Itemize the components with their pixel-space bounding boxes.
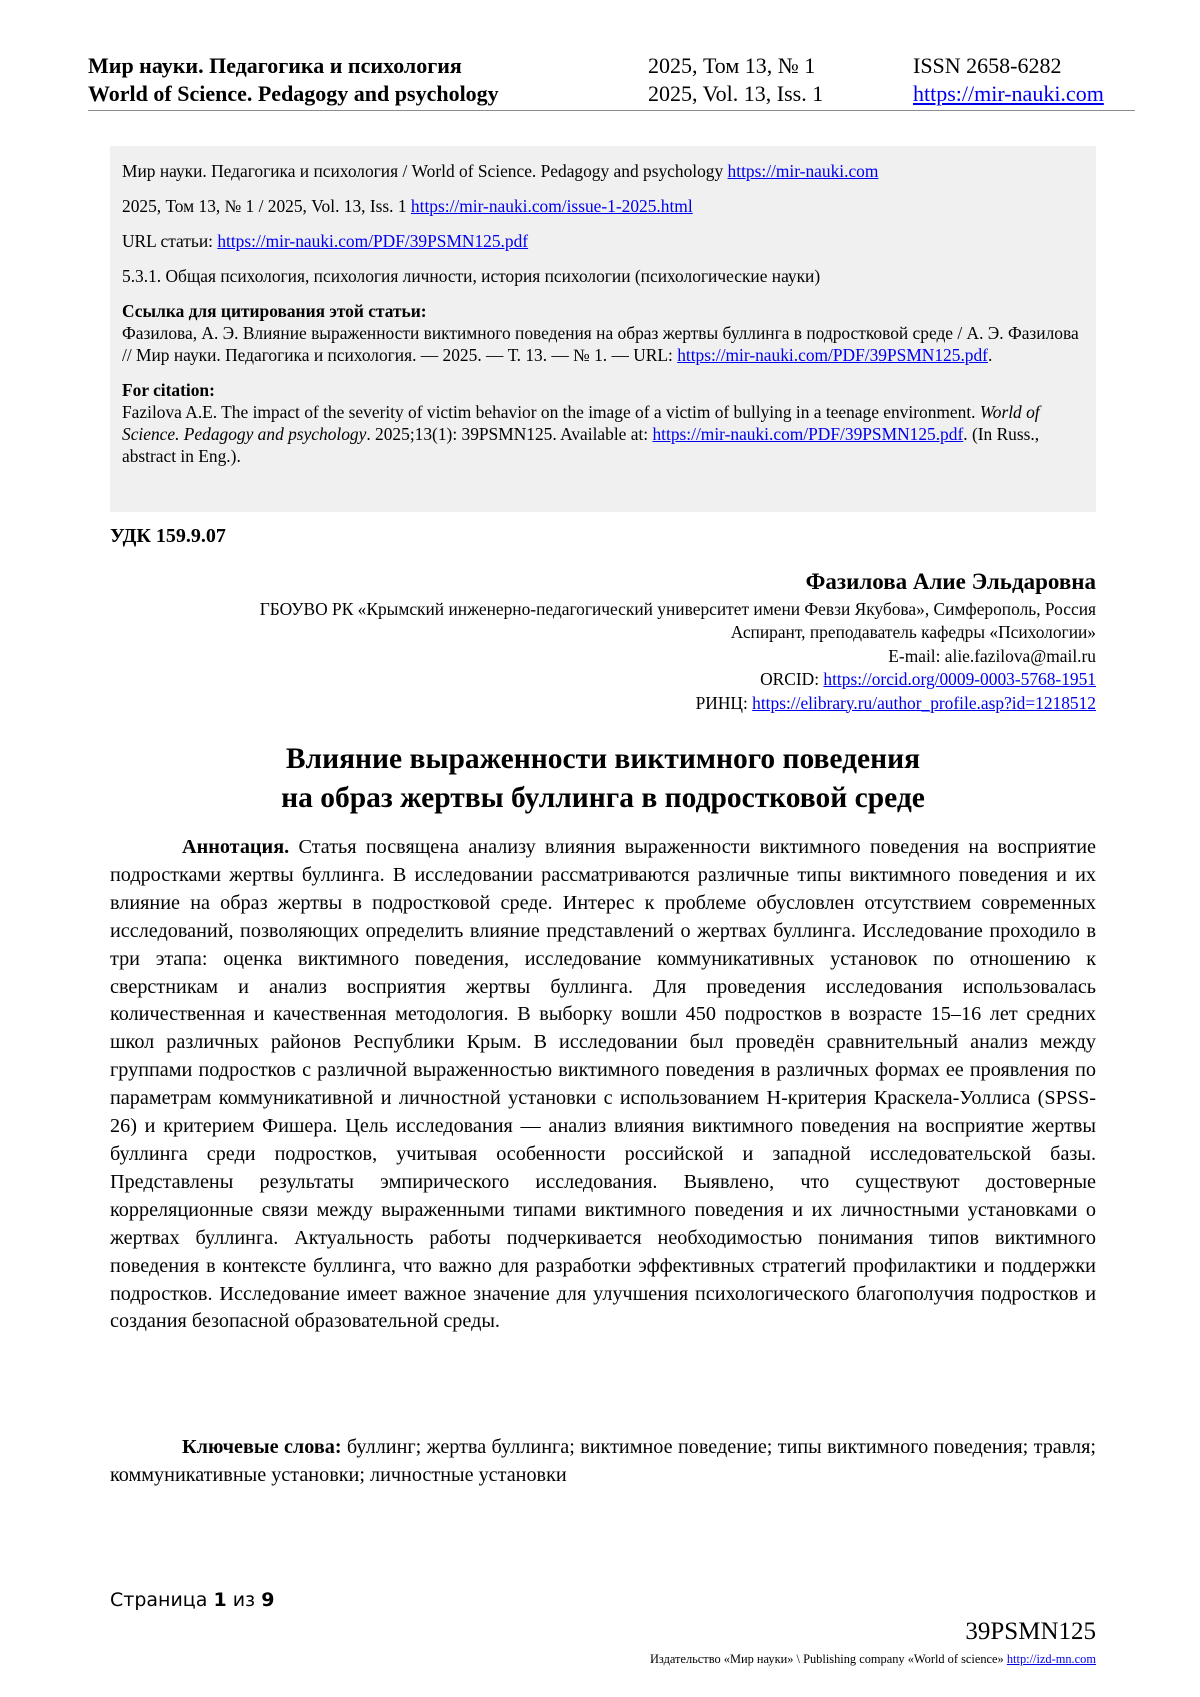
page-of: из	[226, 1589, 262, 1611]
publisher-text: Издательство «Мир науки» \ Publishing company «World of science»	[649, 1652, 1007, 1666]
cite-ru-text: Фазилова, А. Э. Влияние выраженности виктимного поведения на образ жертвы буллинга в подростковой среде / А. Э. Фазилова // Мир науки. Педагогика и психология. — 2025. — Т. 13. — № 1. — URL:	[122, 323, 1079, 365]
author-name: Фазилова Алие Эльдаровна	[805, 569, 1096, 594]
author-email: E-mail: alie.fazilova@mail.ru	[888, 645, 1096, 666]
header-issue-ru: 2025, Том 13, № 1	[648, 53, 816, 78]
cite-en-journal: World of Science. Pedagogy and psychology	[122, 402, 1040, 444]
info-url-line	[122, 230, 1084, 252]
cite-en-heading: For citation:	[122, 380, 215, 400]
abstract	[110, 834, 1096, 1336]
udk-code: УДК 159.9.07	[110, 525, 226, 547]
orcid-link[interactable]: https://orcid.org/0009-0003-5768-1951	[823, 669, 1096, 690]
abstract-label: Аннотация.	[182, 836, 290, 858]
orcid-label: ORCID:	[760, 669, 824, 690]
title-line-2: на образ жертвы буллинга в подростковой среде	[281, 782, 925, 814]
author-position: Аспирант, преподаватель кафедры «Психологии»	[730, 622, 1096, 643]
rinc-link[interactable]: https://elibrary.ru/author_profile.asp?id=1218512	[752, 692, 1096, 713]
cite-ru-heading: Ссылка для цитирования этой статьи:	[122, 301, 427, 321]
info-issue-line	[122, 195, 1084, 217]
publisher-line	[650, 1652, 1096, 1667]
cite-ru-block	[122, 322, 1084, 366]
header-journal-ru: Мир науки. Педагогика и психология	[88, 53, 462, 78]
cite-en-block	[122, 401, 1084, 467]
page-current: 1	[213, 1589, 227, 1611]
info-url-link[interactable]: https://mir-nauki.com/PDF/39PSMN125.pdf	[217, 231, 529, 251]
publisher-link[interactable]: http://izd-mn.com	[1006, 1652, 1096, 1666]
page-total: 9	[261, 1589, 275, 1611]
header-site-link[interactable]: https://mir-nauki.com	[913, 81, 1104, 106]
page-counter	[110, 1589, 274, 1611]
article-title	[110, 740, 1096, 818]
keywords	[110, 1434, 1096, 1490]
article-code: 39PSMN125	[965, 1618, 1096, 1645]
author-orcid	[96, 668, 1096, 691]
info-specialty-line: 5.3.1. Общая психология, психология личности, история психологии (психологические науки)	[122, 266, 821, 286]
info-issue-text: 2025, Том 13, № 1 / 2025, Vol. 13, Iss. 1	[122, 196, 411, 216]
info-journal-text: Мир науки. Педагогика и психология / World of Science. Pedagogy and psychology	[122, 161, 728, 181]
keywords-text: буллинг; жертва буллинга; виктимное поведение; типы виктимного поведения; травля; коммуникативные установки; личностные установки	[110, 1436, 1097, 1486]
cite-en-link[interactable]: https://mir-nauki.com/PDF/39PSMN125.pdf	[652, 424, 964, 444]
cite-en-text2: . 2025;13(1): 39PSMN125. Available at:	[366, 424, 653, 444]
header-issn: ISSN 2658-6282	[913, 53, 1062, 78]
author-rinc	[96, 692, 1096, 715]
cite-en-end: . (In Russ., abstract in Eng.).	[122, 424, 1040, 466]
article-info-box	[110, 146, 1096, 512]
author-affiliation: ГБОУВО РК «Крымский инженерно-педагогический университет имени Февзи Якубова», Симферополь, Россия	[259, 599, 1096, 619]
info-issue-link[interactable]: https://mir-nauki.com/issue-1-2025.html	[410, 196, 693, 216]
cite-ru-link[interactable]: https://mir-nauki.com/PDF/39PSMN125.pdf	[677, 345, 988, 365]
header-divider	[88, 110, 1135, 111]
info-url-label: URL статьи:	[122, 231, 218, 251]
keywords-label: Ключевые слова:	[182, 1436, 342, 1458]
cite-ru-end: .	[987, 345, 993, 365]
author-block	[96, 566, 1096, 715]
info-journal-line	[122, 160, 1084, 182]
title-line-1: Влияние выраженности виктимного поведения	[285, 743, 921, 775]
header-journal-en: World of Science. Pedagogy and psychology	[88, 81, 499, 106]
cite-en-text: Fazilova A.E. The impact of the severity of victim behavior on the image of a victim of bullying in a teenage environment.	[122, 402, 980, 422]
header-issn-site	[913, 52, 1104, 108]
header-issue-en: 2025, Vol. 13, Iss. 1	[648, 81, 824, 106]
abstract-text: Статья посвящена анализу влияния выраженности виктимного поведения на восприятие подростками жертвы буллинга. В исследовании рассматриваются различные типы виктимного поведения и их влияние на образ жертвы в подростковой среде. Интерес к проблеме обусловлен отсутствием современных исследований, позволяющих определить влияние представлений о жертвах буллинга. Исследование проходило в три этапа: оценка виктимного поведения, исследование коммуникативных установок по отношению к сверстникам и анализ восприятия жертвы буллинга. Для проведения исследования использовалась количественная и качественная методология. В выборку вошли 450 подростков в возрасте 15–16 лет средних школ различных районов Республики Крым. В исследовании был проведён сравнительный анализ между группами подростков с различной выраженностью виктимного поведения в различных формах ее проявления по параметрам коммуникативной и личностной установки с использованием H-критерия Краскела-Уоллиса (SPSS-26) и критерием Фишера. Цель исследования — анализ влияния виктимного поведения на восприятие жертвы буллинга среди подростков, учитывая особенности российской и западной исследовательской базы. Представлены результаты эмпирического исследования. Выявлено, что существуют достоверные корреляционные связи между выраженными типами виктимного поведения и их личностными установками о жертвах буллинга. Актуальность работы подчеркивается необходимостью понимания типов виктимного поведения в контексте буллинга, что важно для разработки эффективных стратегий профилактики и поддержки подростков. Исследование имеет важное значение для улучшения психологического благополучия подростков и создания безопасной образовательной среды.	[110, 836, 1096, 1333]
header-issue	[648, 52, 823, 108]
page-word: Страница	[110, 1589, 214, 1611]
header-journal	[88, 52, 499, 108]
rinc-label: РИНЦ:	[695, 692, 753, 713]
info-journal-link[interactable]: https://mir-nauki.com	[727, 161, 879, 181]
